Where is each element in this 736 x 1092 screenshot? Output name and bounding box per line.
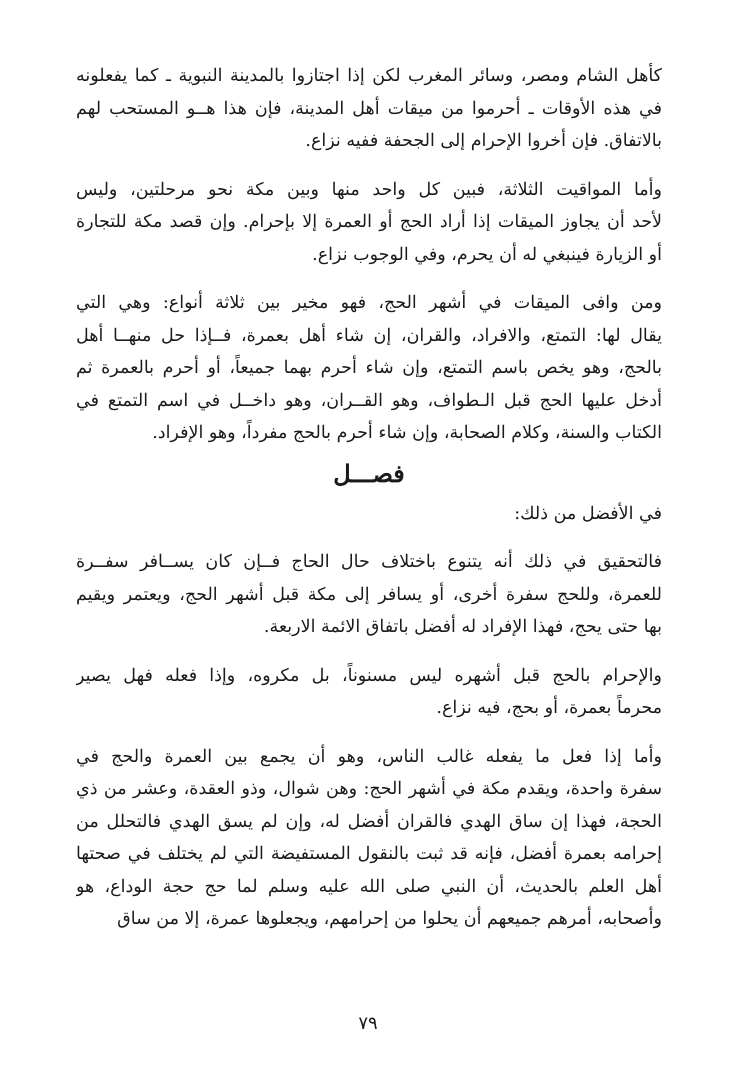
text-line: الكتاب والسنة، وكلام الصحابة، وإن شاء أحرم بالحج مفرداً، وهو الإفراد.: [152, 423, 662, 443]
text-line: أو الزيارة فينبغي له أن يحرم، وفي الوجوب نزاع.: [312, 244, 662, 265]
text-line: وأما إذا فعل ما يفعله غالب الناس، وهو أن يجمع بين العمرة والحج في: [76, 746, 662, 767]
text-line: فالتحقيق في ذلك أنه يتنوع باختلاف حال الحاج فــإن كان يســافر سفــرة: [76, 552, 662, 572]
paragraph: [76, 287, 662, 450]
bottom-paragraphs: [76, 498, 662, 936]
text-line: في هذه الأوقات ـ أحرموا من ميقات أهل المدينة، فإن هذا هــو المستحب لهم: [76, 98, 662, 119]
page-number: ٧٩: [358, 1013, 378, 1034]
paragraph: [76, 174, 662, 272]
text-line: في الأفضل من ذلك:: [514, 503, 662, 524]
text-line: أدخل عليها الحج قبل الـطواف، وهو القــران، وهو داخــل في اسم التمتع في: [76, 390, 662, 411]
text-line: بها حتى يحج، فهذا الإفراد له أفضل باتفاق الائمة الاربعة.: [263, 617, 662, 637]
text-line: بالحج، وهو يخص باسم التمتع، وإن شاء أحرم بهما جميعاً، أو أحرم بالعمرة ثم: [76, 358, 662, 378]
text-line: كأهل الشام ومصر، وسائر المغرب لكن إذا اجتازوا بالمدينة النبوية ـ كما يفعلونه: [76, 66, 662, 86]
top-paragraphs: [76, 60, 662, 450]
text-line: إحرامه بعمرة أفضل، فإنه قد ثبت بالنقول المستفيضة التي لم يختلف في صحتها: [76, 844, 662, 864]
paragraph: [76, 498, 662, 531]
text-line: لأحد أن يجاوز الميقات إذا أراد الحج أو العمرة إلا بإحرام. وإن قصد مكة للتجارة: [76, 212, 662, 232]
paragraph: [76, 741, 662, 936]
text-line: ومن وافى الميقات في أشهر الحج، فهو مخير بين ثلاثة أنواع: وهي التي: [76, 293, 662, 313]
section-heading: فصـــل: [333, 458, 405, 488]
text-line: محرماً بعمرة، أو بحج، فيه نزاع.: [436, 698, 662, 718]
paragraph: [76, 60, 662, 158]
page-body: [76, 60, 662, 936]
text-line: بالاتفاق. فإن أخروا الإحرام إلى الجحفة ففيه نزاع.: [305, 131, 662, 151]
text-line: وأما المواقيت الثلاثة، فبين كل واحد منها وبين مكة نحو مرحلتين، وليس: [76, 179, 662, 200]
text-line: والإحرام بالحج قبل أشهره ليس مسنوناً، بل مكروه، وإذا فعله فهل يصير: [76, 665, 662, 686]
paragraph: [76, 546, 662, 644]
text-line: للعمرة، وللحج سفرة أخرى، أو يسافر إلى مكة قبل أشهر الحج، ويعتمر ويقيم: [76, 584, 662, 605]
text-line: أهل العلم بالحديث، أن النبي صلى الله عليه وسلم لما حج حجة الوداع، هو: [76, 876, 662, 897]
paragraph: [76, 660, 662, 725]
text-line: الحجة، فهذا إن ساق الهدي فالقران أفضل له، وإن لم يسق الهدي فالتحلل من: [76, 811, 662, 832]
text-line: وأصحابه، أمرهم جميعهم أن يحلوا من إحرامهم، ويجعلوها عمرة، إلا من ساق: [117, 909, 662, 929]
text-line: يقال لها: التمتع، والافراد، والقران، إن شاء أهل بعمرة، فــإذا حل منهــا أهل: [76, 325, 662, 346]
text-line: سفرة واحدة، ويقدم مكة في أشهر الحج: وهن شوال، وذو العقدة، وعشر من ذي: [76, 779, 662, 799]
